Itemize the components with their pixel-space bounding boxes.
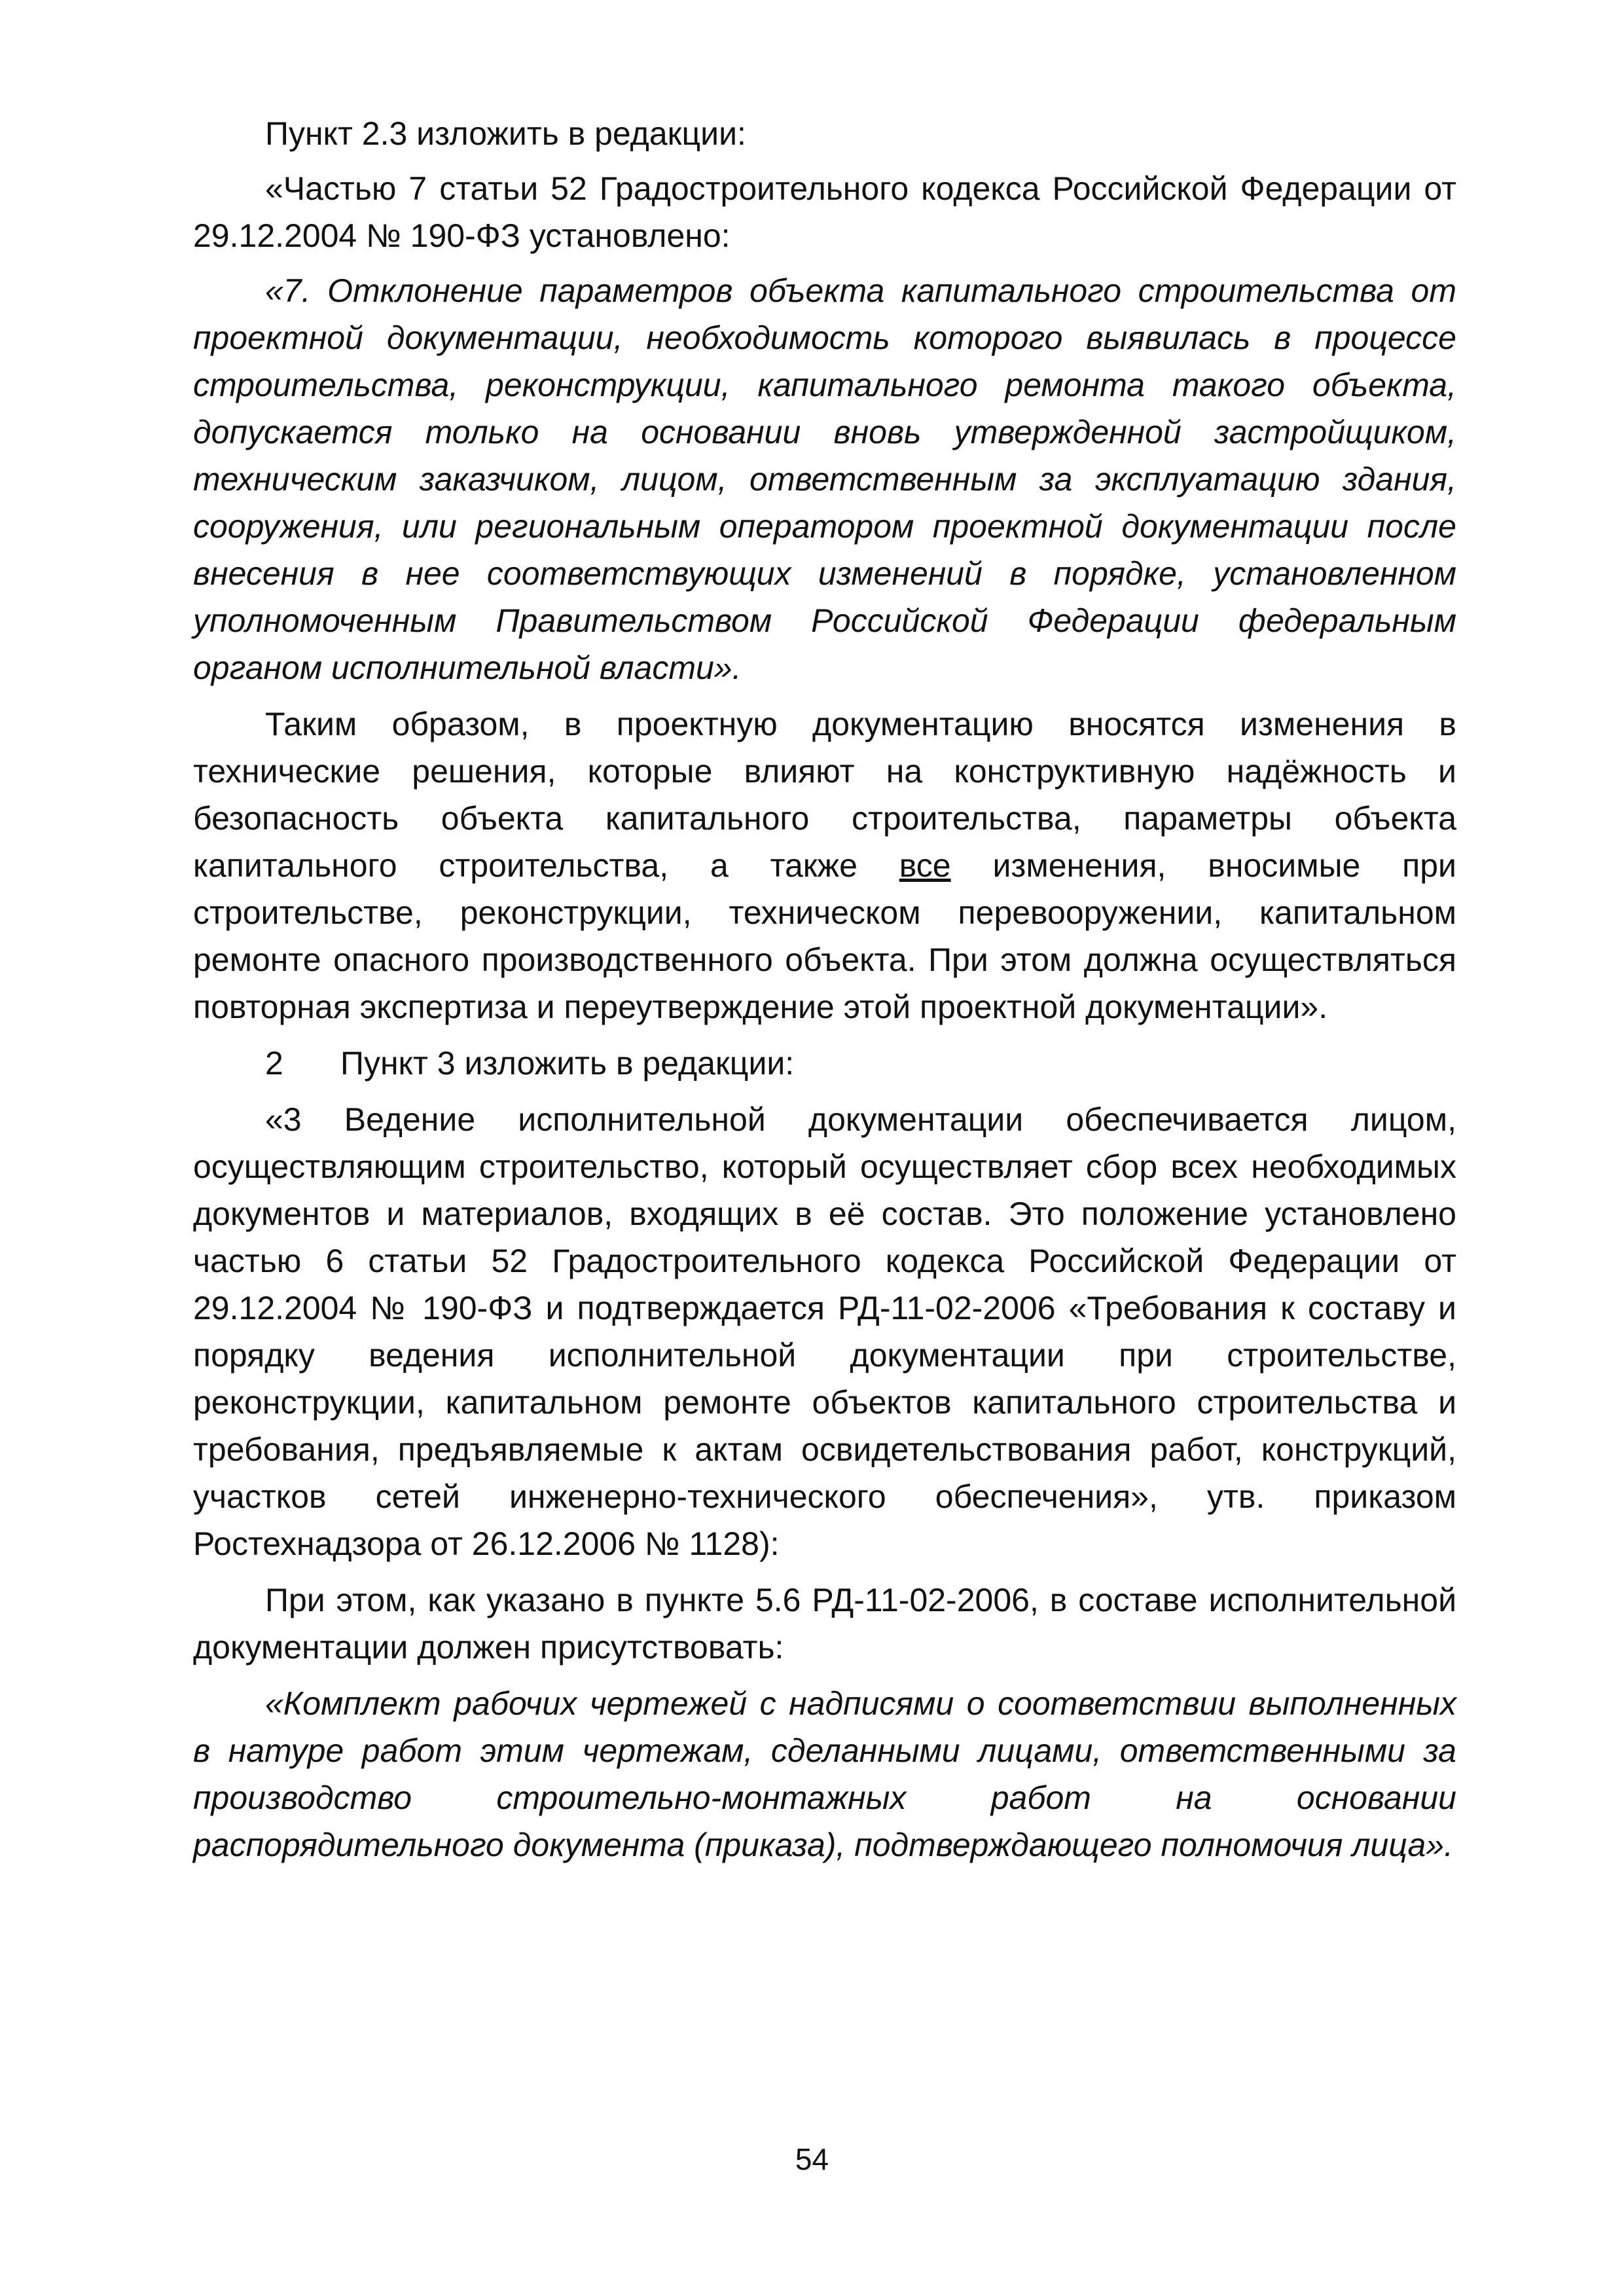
conclusion-text-start: Таким образом, в проектную документацию вносятся изменения в технические решения, которые влияют на конструктивную надёжность и безопасность объекта капитального строительства, параметры объекта капитального строительства, а также [193,706,1456,884]
underlined-word: все [899,847,951,884]
page-number: 54 [795,2142,829,2176]
paragraph-conclusion [193,701,1456,1030]
paragraph-rd-reference: При этом, как указано в пункте 5.6 РД-11-02-2006, в составе исполнительной документации должен присутствовать: [193,1582,1456,1666]
paragraph-quote-drawings: «Комплект рабочих чертежей с надписями о соответствии выполненных в натуре работ этим чертежам, сделанными лицами, ответственными за производство строительно-монтажных работ на основании распорядительного документа (приказа), подтверждающего полномочия лица». [193,1685,1456,1863]
body-text [193,110,1456,1868]
paragraph-amend-2-3: Пункт 2.3 изложить в редакции: [265,115,746,152]
item-number: 2 [265,1045,283,1082]
numbered-item-2 [193,1040,1456,1087]
paragraph-quote-3: «3 Ведение исполнительной документации обеспечивается лицом, осуществляющим строительство, который осуществляет сбор всех необходимых документов и материалов, входящих в её состав. Это положение установлено частью 6 статьи 52 Градостроительного кодекса Российской Федерации от 29.12.2004 № 190-ФЗ и подтверждается РД-11-02-2006 «Требования к составу и порядку ведения исполнительной документации при строительстве, реконструкции, капитальном ремонте объектов капитального строительства и требования, предъявляемые к актам освидетельствования работ, конструкций, участков сетей инженерно-технического обеспечения», утв. приказом Ростехнадзора от 26.12.2006 № 1128): [193,1101,1456,1562]
paragraph-quote-intro: «Частью 7 статьи 52 Градостроительного кодекса Российской Федерации от 29.12.2004 № 190-ФЗ установлено: [193,170,1456,254]
item-text: Пункт 3 изложить в редакции: [340,1045,795,1082]
conclusion-text-end: изменения, вносимые при строительстве, реконструкции, техническом перевооружении, капитальном ремонте опасного производственного объекта. При этом должна осуществляться повторная экспертиза и переутверждение этой проектной документации». [193,847,1456,1025]
paragraph-quote-article-7: «7. Отклонение параметров объекта капитального строительства от проектной документации, необходимость которого выявилась в процессе строительства, реконструкции, капитального ремонта такого объекта, допускается только на основании вновь утвержденной застройщиком, техническим заказчиком, лицом, ответственным за эксплуатацию здания, сооружения, или региональным оператором проектной документации после внесения в нее соответствующих изменений в порядке, установленном уполномоченным Правительством Российской Федерации федеральным органом исполнительной власти». [193,272,1456,686]
